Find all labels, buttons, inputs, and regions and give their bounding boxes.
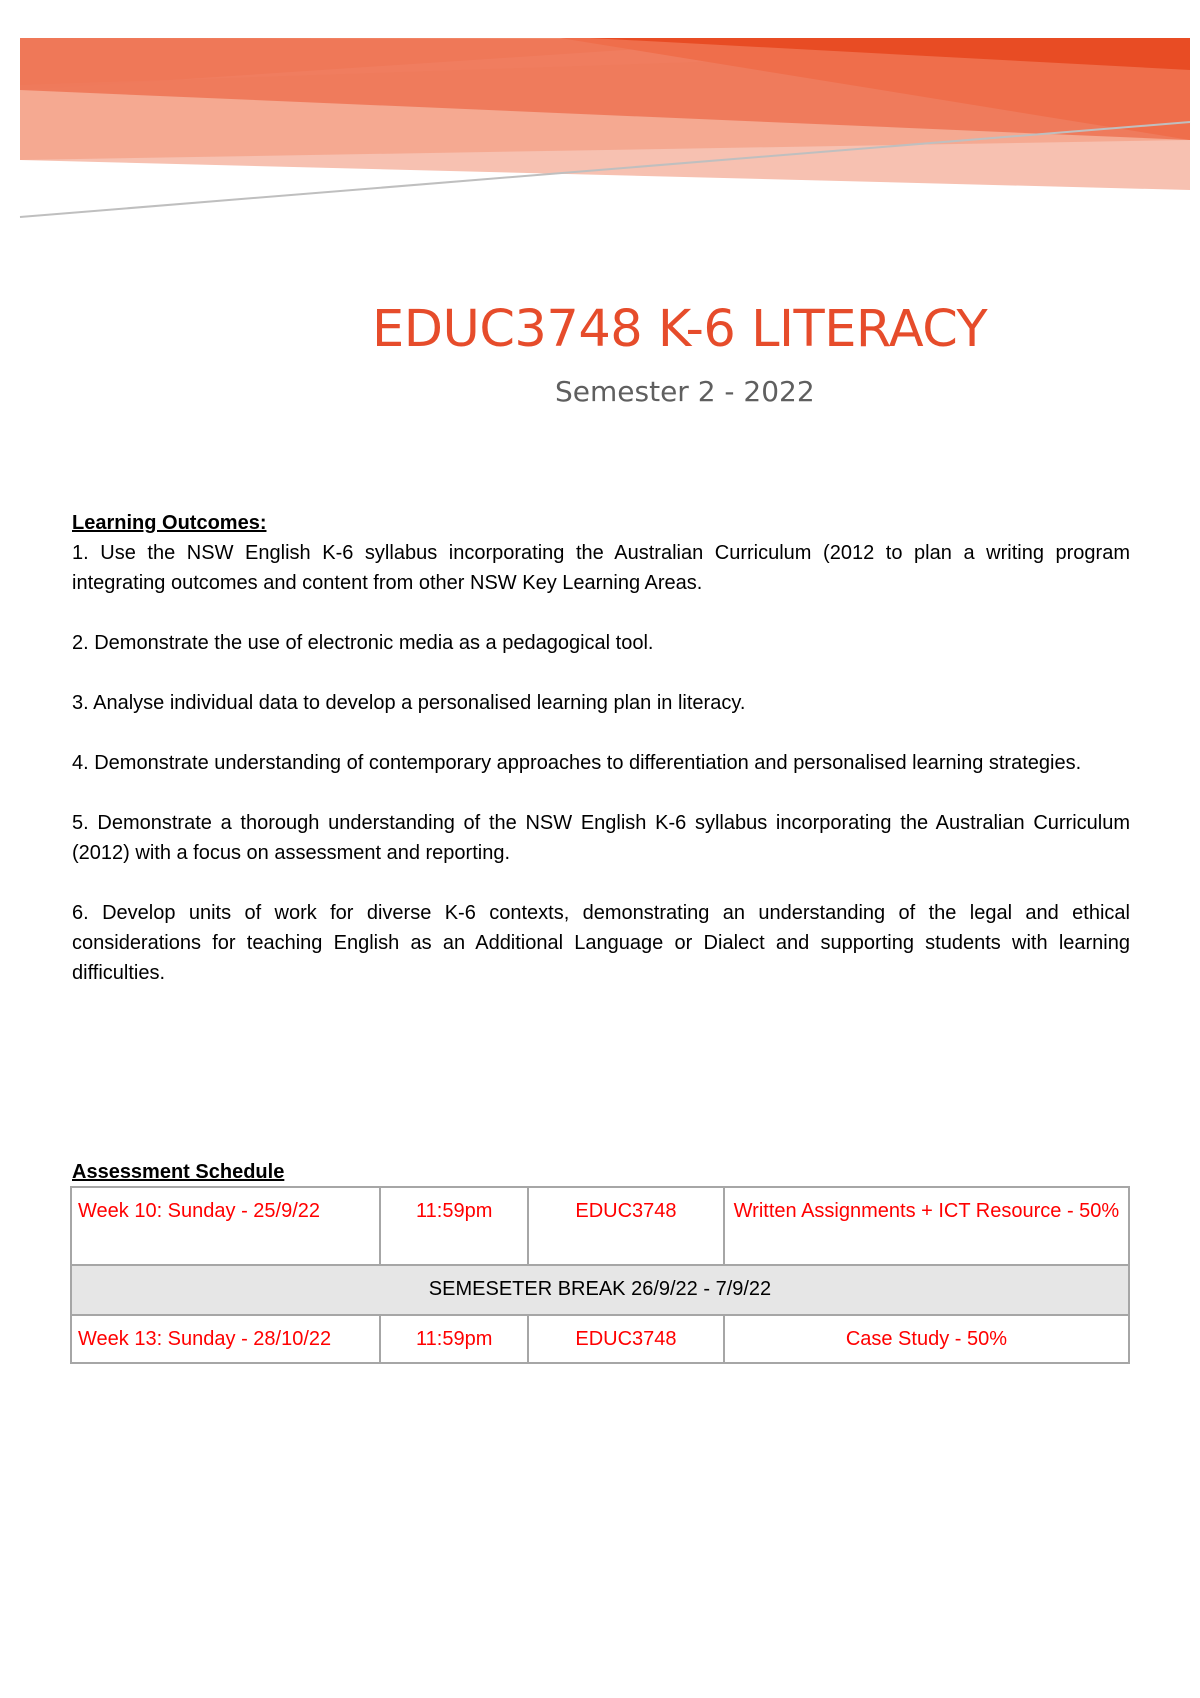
assessment-schedule-table — [70, 1186, 1130, 1364]
task-cell: Written Assignments + ICT Resource - 50% — [724, 1187, 1129, 1265]
learning-outcome-item: 1. Use the NSW English K-6 syllabus incorporating the Australian Curriculum (2012 to plan a writing program integrating outcomes and content from other NSW Key Learning Areas. — [72, 542, 1130, 594]
learning-outcome-item: 5. Demonstrate a thorough understanding of the NSW English K-6 syllabus incorporating the Australian Curriculum (2012) with a focus on assessment and reporting. — [72, 812, 1130, 864]
learning-outcome-item: 3. Analyse individual data to develop a personalised learning plan in literacy. — [72, 692, 746, 714]
table-row — [71, 1187, 1129, 1265]
document-subtitle: Semester 2 - 2022 — [555, 375, 815, 408]
learning-outcome-item: 4. Demonstrate understanding of contemporary approaches to differentiation and personalised learning strategies. — [72, 752, 1082, 774]
due-time-cell: 11:59pm — [380, 1187, 528, 1265]
semester-break-cell: SEMESETER BREAK 26/9/22 - 7/9/22 — [71, 1265, 1129, 1315]
unit-code-cell: EDUC3748 — [528, 1187, 724, 1265]
due-time-cell: 11:59pm — [380, 1315, 528, 1363]
header-decorative-banner — [0, 0, 1200, 240]
task-cell: Case Study - 50% — [724, 1315, 1129, 1363]
assessment-schedule-heading: Assessment Schedule — [72, 1161, 285, 1183]
unit-code-cell: EDUC3748 — [528, 1315, 724, 1363]
learning-outcomes-section — [72, 508, 1130, 1018]
learning-outcome-item: 2. Demonstrate the use of electronic media as a pedagogical tool. — [72, 632, 654, 654]
learning-outcome-item: 6. Develop units of work for diverse K-6 contexts, demonstrating an understanding of the legal and ethical considerations for teaching English as an Additional Language or Dialect and supporting students with learning difficulties. — [72, 902, 1130, 984]
due-date-cell: Week 10: Sunday - 25/9/22 — [71, 1187, 380, 1265]
due-date-cell: Week 13: Sunday - 28/10/22 — [71, 1315, 380, 1363]
semester-break-row — [71, 1265, 1129, 1315]
learning-outcomes-heading: Learning Outcomes: — [72, 512, 267, 534]
table-row — [71, 1315, 1129, 1363]
document-title: EDUC3748 K-6 LITERACY — [372, 300, 988, 359]
